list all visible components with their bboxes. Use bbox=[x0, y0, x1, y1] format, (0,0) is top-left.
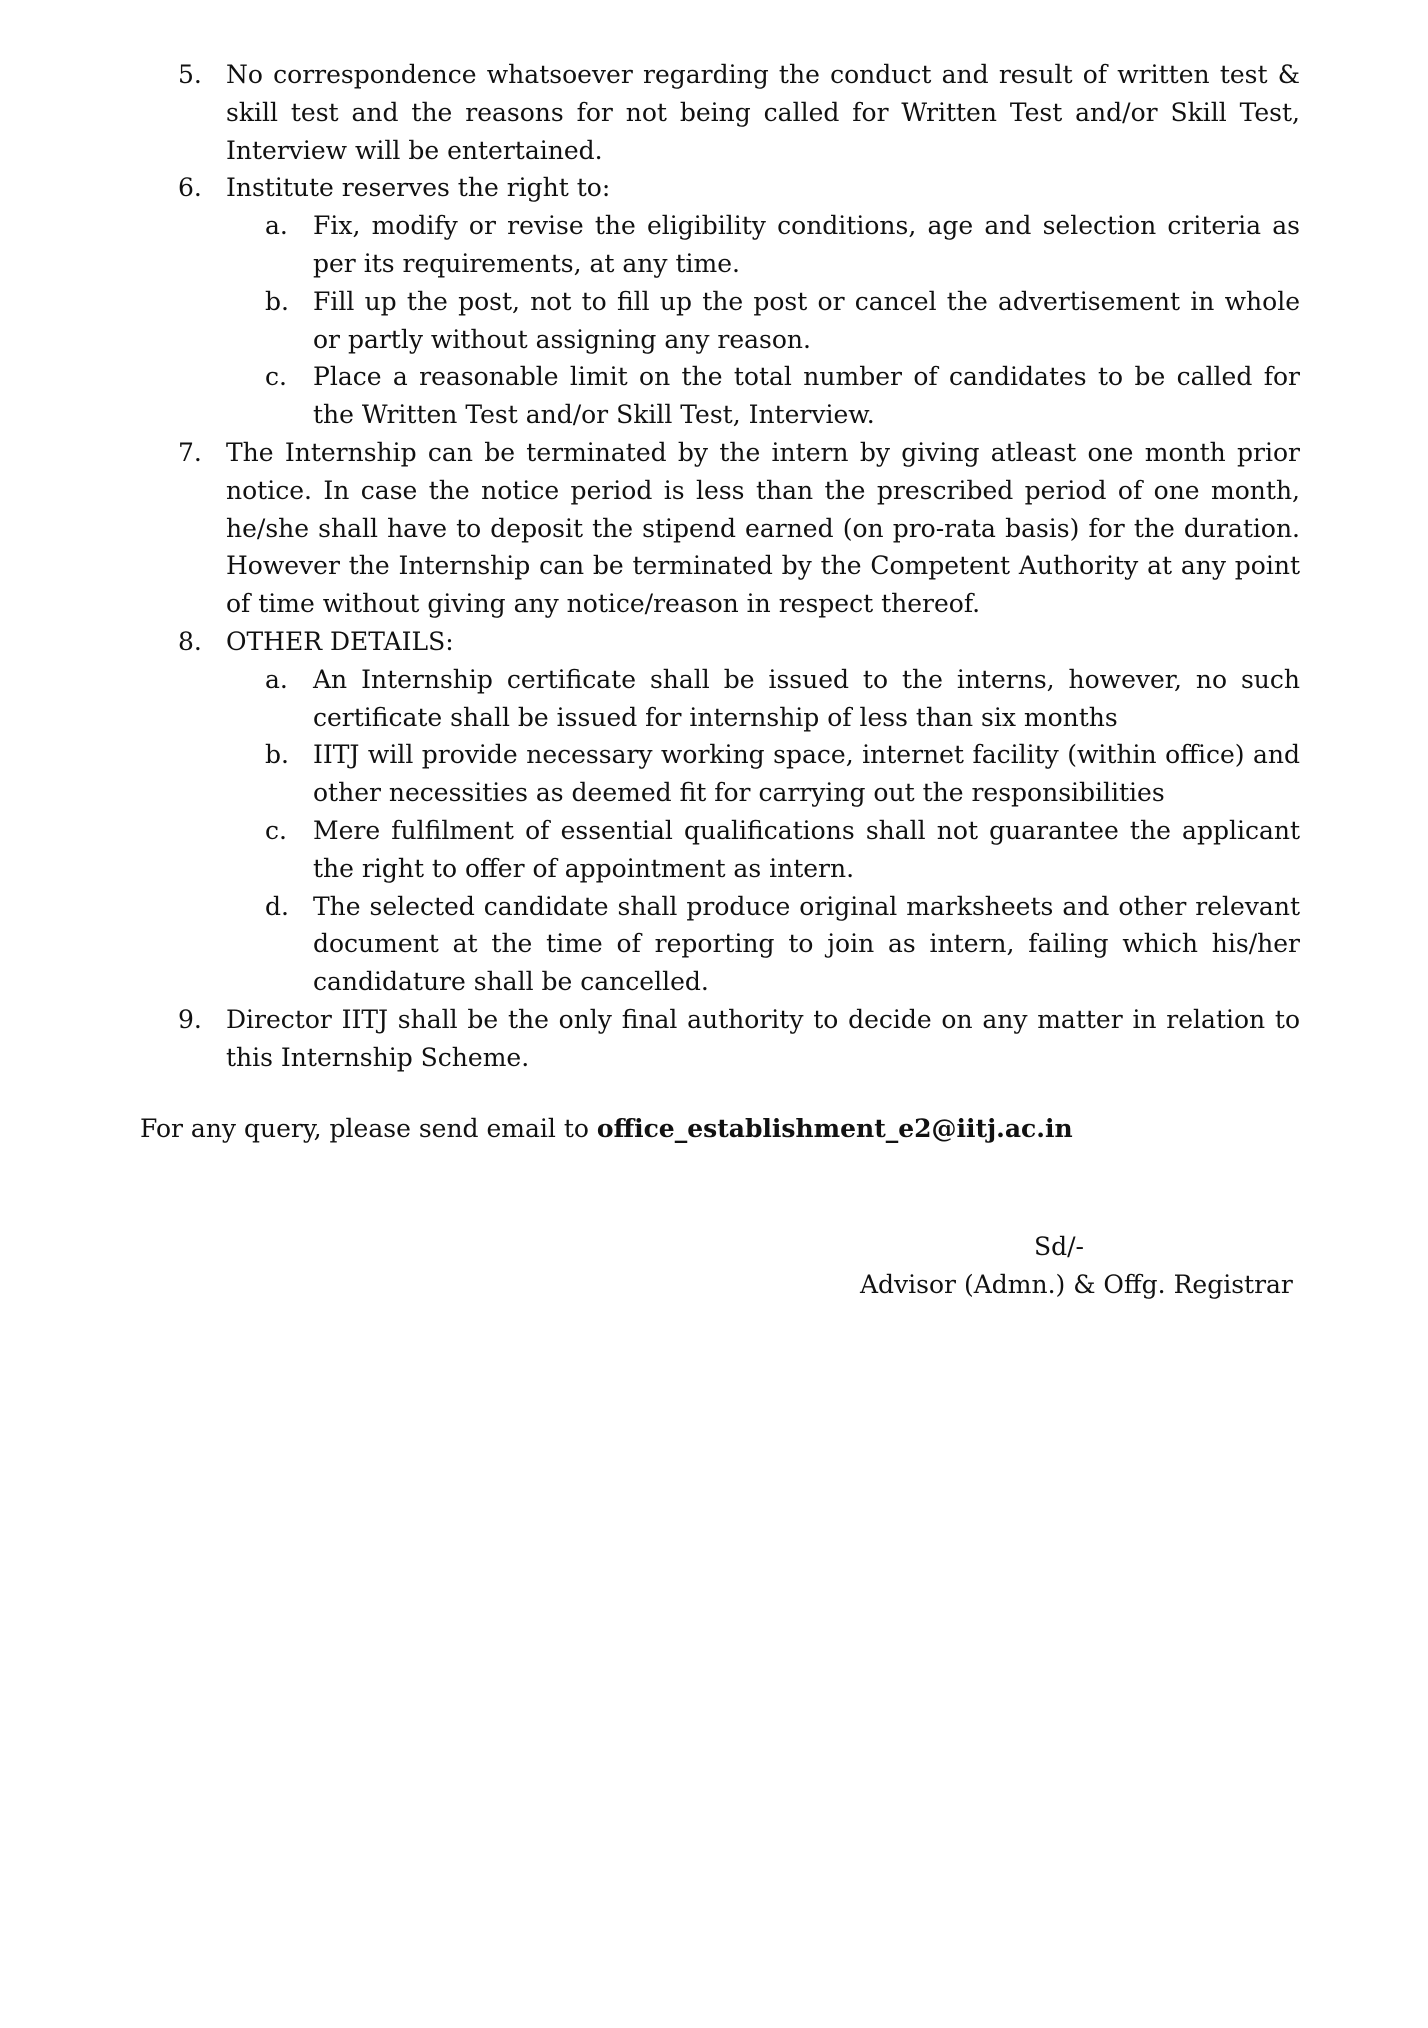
item-text: No correspondence whatsoever regarding the conduct and result of written test & skill test and the reasons for not being called for Written Test and/or Skill Test, Interview will be entertained. bbox=[226, 60, 1300, 165]
signatory-title: Advisor (Admn.) & Offg. Registrar bbox=[860, 1270, 1293, 1299]
sub-item-text: Fill up the post, not to fill up the post or cancel the advertisement in whole or partly without assigning any reason. bbox=[313, 286, 1300, 354]
query-text: For any query, please send email to bbox=[140, 1114, 597, 1143]
sub-item-8a bbox=[178, 661, 1300, 737]
item-number: 7. bbox=[178, 437, 202, 467]
sublist-6 bbox=[178, 207, 1300, 434]
sub-item-letter: a. bbox=[265, 211, 288, 241]
sub-item-text: IITJ will provide necessary working space, internet facility (within office) and other necessities as deemed fit for carrying out the responsibilities bbox=[313, 740, 1300, 808]
sub-item-letter: c. bbox=[265, 815, 287, 845]
item-text: OTHER DETAILS: bbox=[226, 626, 454, 656]
sub-item-letter: a. bbox=[265, 664, 288, 694]
sub-item-6a bbox=[178, 207, 1300, 283]
item-number: 8. bbox=[178, 626, 202, 656]
signature-sd: Sd/- bbox=[1034, 1232, 1084, 1261]
sub-item-text: The selected candidate shall produce original marksheets and other relevant document at the time of reporting to join as intern, failing which his/her candidature shall be cancelled. bbox=[313, 891, 1300, 997]
sub-item-text: Fix, modify or revise the eligibility conditions, age and selection criteria as per its requirements, at any time. bbox=[313, 211, 1300, 278]
sub-item-6b bbox=[178, 283, 1300, 359]
contact-email: office_establishment_e2@iitj.ac.in bbox=[596, 1114, 1073, 1143]
item-text: The Internship can be terminated by the intern by giving atleast one month prior notice. In case the notice period is less than the prescribed period of one month, he/she shall have to deposit the stipend earned (on pro-rata basis) for the duration. However the Internship can be terminated by the Competent Authority at any point of time without giving any notice/reason in respect thereof. bbox=[226, 437, 1300, 619]
sub-item-letter: c. bbox=[265, 362, 287, 392]
sub-item-8c bbox=[178, 812, 1300, 888]
sub-item-text: Mere fulfilment of essential qualifications shall not guarantee the applicant the right to offer of appointment as intern. bbox=[313, 815, 1300, 883]
item-text: Institute reserves the right to: bbox=[226, 173, 611, 203]
sublist-8 bbox=[178, 661, 1300, 1001]
list-item-9 bbox=[178, 1001, 1300, 1077]
item-number: 6. bbox=[178, 173, 202, 203]
sub-item-letter: b. bbox=[265, 740, 289, 770]
sub-item-8d bbox=[178, 888, 1300, 1001]
terms-list bbox=[178, 56, 1300, 1077]
query-line bbox=[140, 1110, 1073, 1148]
list-item-6 bbox=[178, 169, 1300, 207]
sub-item-letter: b. bbox=[265, 286, 289, 316]
sub-item-text: Place a reasonable limit on the total number of candidates to be called for the Written Test and/or Skill Test, Interview. bbox=[313, 362, 1300, 430]
sub-item-8b bbox=[178, 736, 1300, 812]
sub-item-letter: d. bbox=[265, 891, 289, 921]
item-number: 5. bbox=[178, 60, 202, 89]
item-number: 9. bbox=[178, 1004, 202, 1034]
list-item-7 bbox=[178, 434, 1300, 623]
list-item-8 bbox=[178, 623, 1300, 661]
sub-item-6c bbox=[178, 358, 1300, 434]
list-item-5 bbox=[178, 56, 1300, 169]
sub-item-text: An Internship certificate shall be issued to the interns, however, no such certificate shall be issued for internship of less than six months bbox=[313, 664, 1300, 732]
item-text: Director IITJ shall be the only final authority to decide on any matter in relation to this Internship Scheme. bbox=[226, 1004, 1300, 1072]
